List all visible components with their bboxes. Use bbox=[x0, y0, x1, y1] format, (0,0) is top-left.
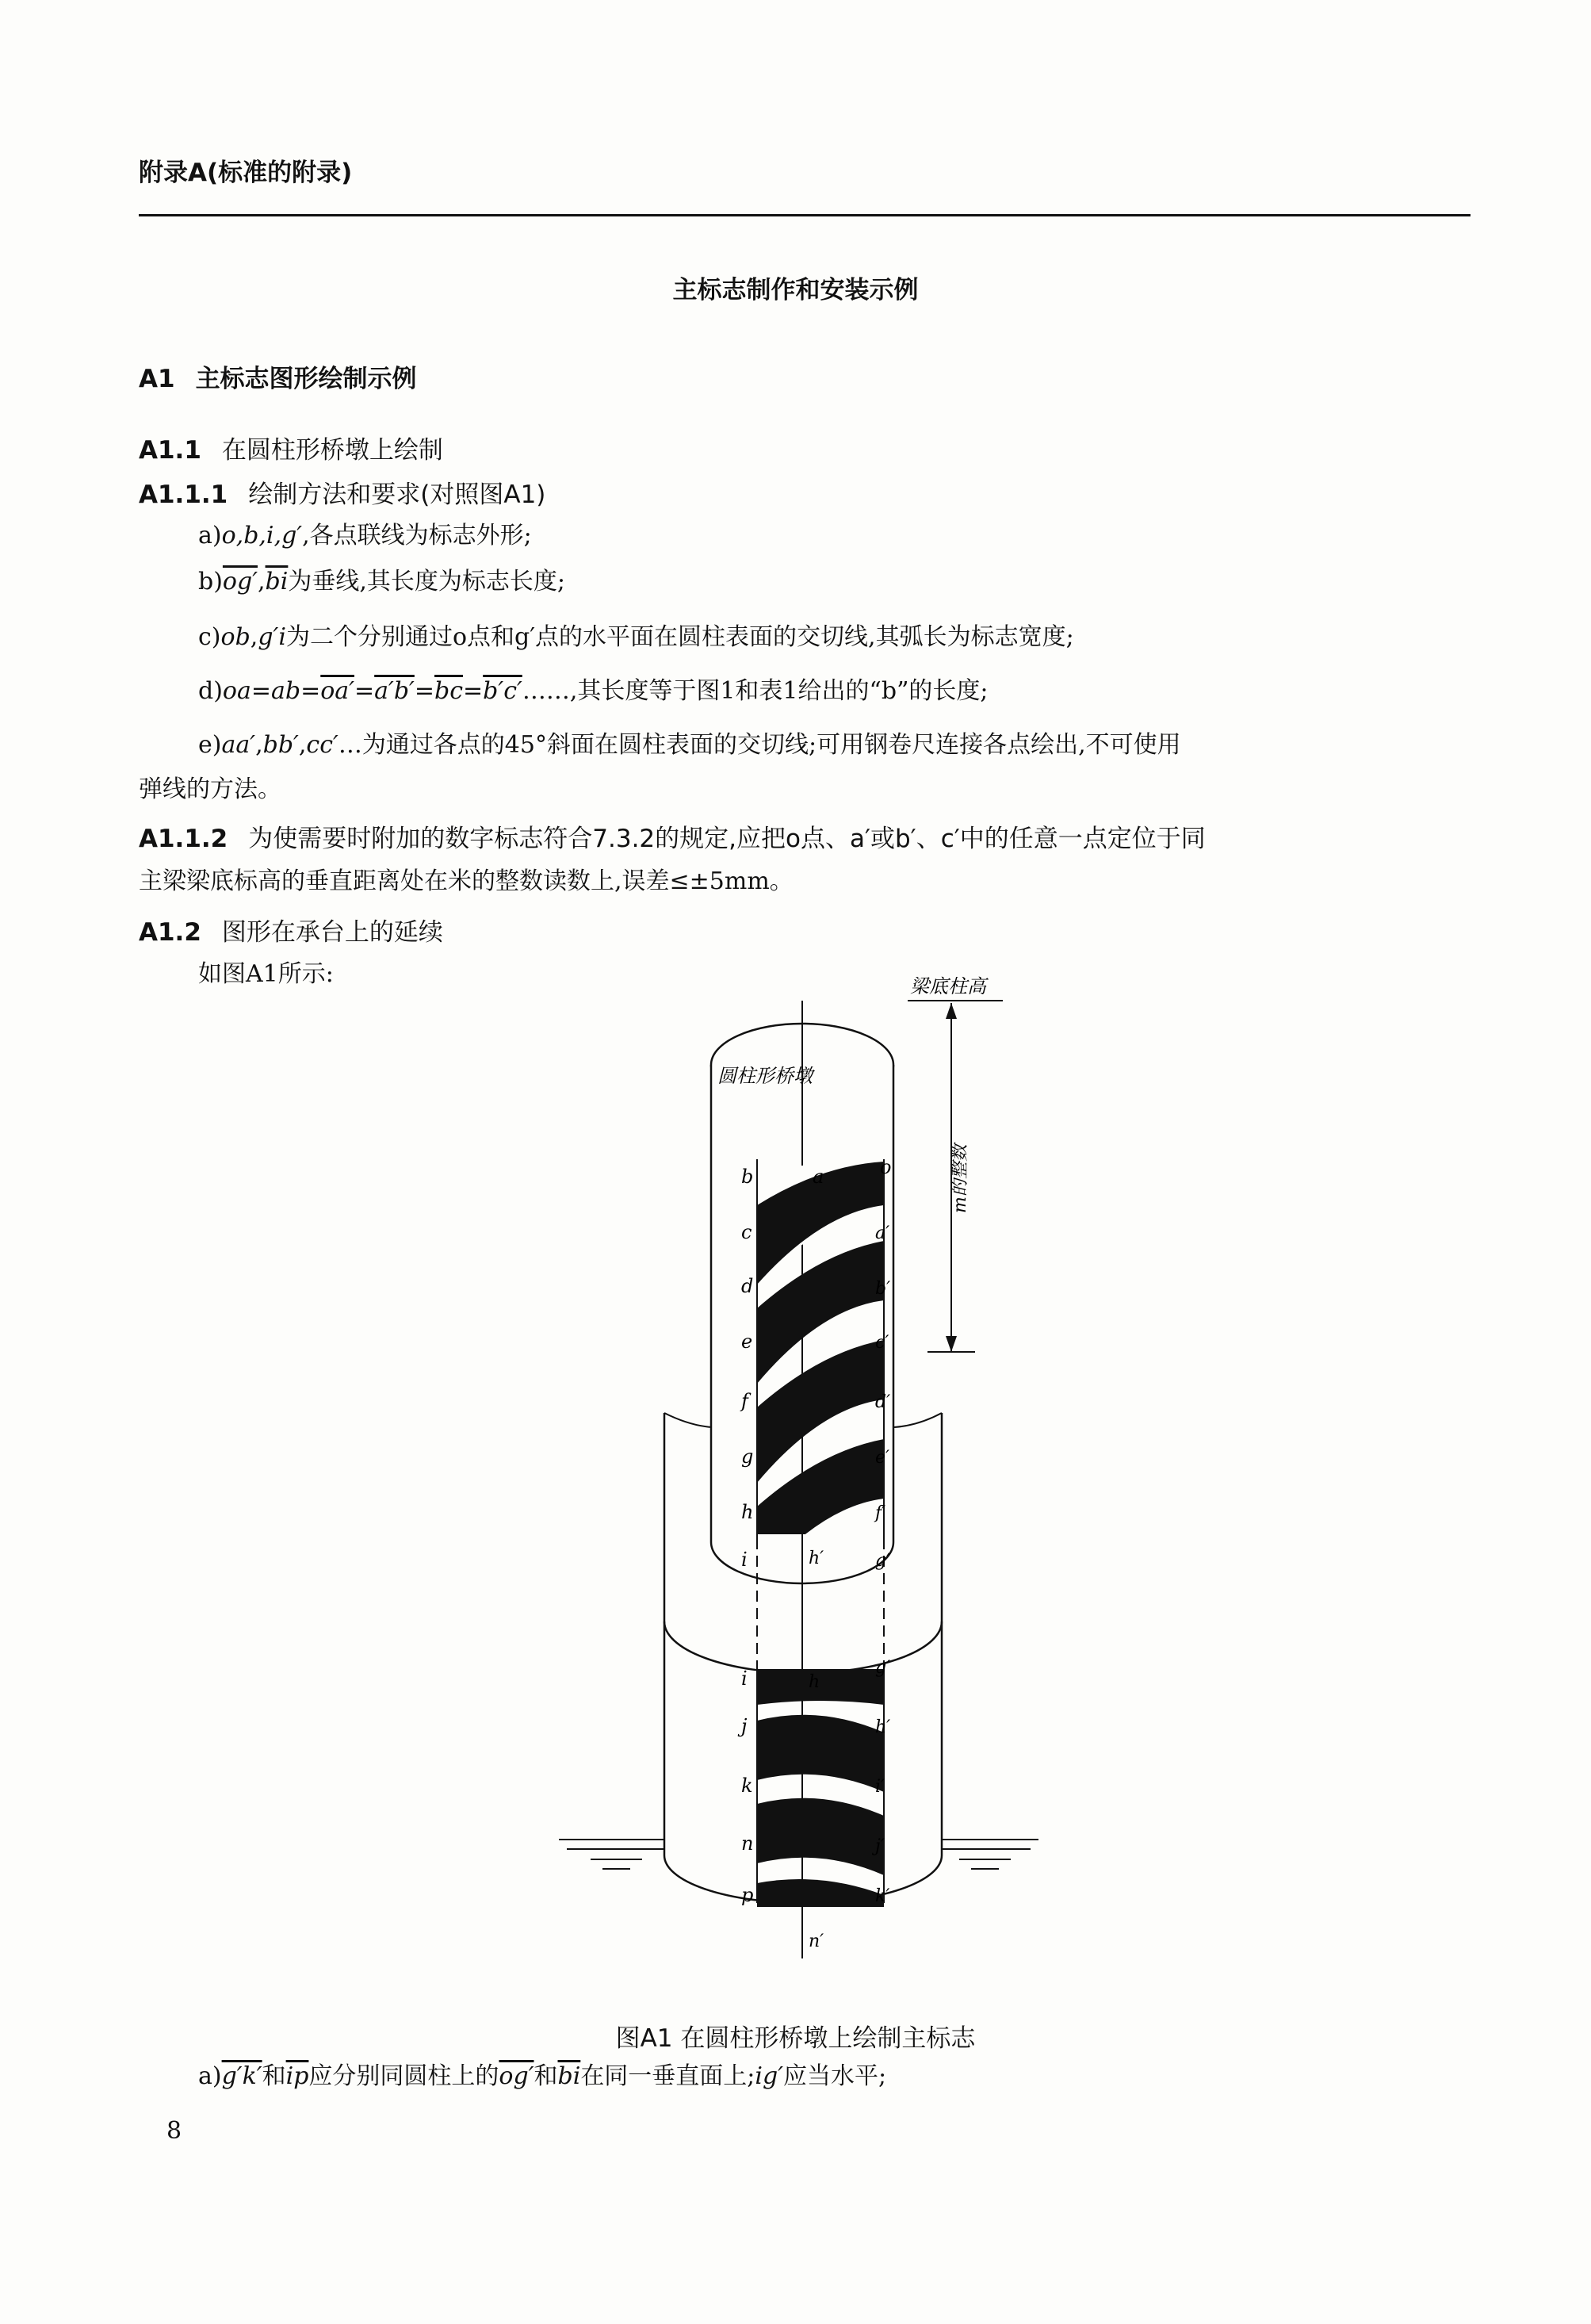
pile-cap-top-left bbox=[664, 1413, 712, 1427]
point-label: a′ bbox=[875, 1223, 890, 1243]
section-title: 主标志图形绘制示例 bbox=[195, 365, 417, 393]
water-level-right bbox=[942, 1840, 1038, 1869]
point-label: k′ bbox=[875, 1886, 890, 1906]
point-label: i′ bbox=[875, 1777, 885, 1797]
point-label: n bbox=[741, 1832, 754, 1855]
page-number: 8 bbox=[166, 2117, 182, 2145]
section-title: 绘制方法和要求(对照图A1) bbox=[248, 480, 546, 509]
points-left-lower bbox=[737, 1667, 753, 1906]
point-label: d′ bbox=[875, 1392, 891, 1412]
point-label: f bbox=[741, 1390, 748, 1412]
section-number: A1.1.2 bbox=[139, 825, 228, 853]
appendix-header: 附录A(标准的附录) bbox=[139, 159, 353, 187]
point-label: i bbox=[741, 1667, 748, 1690]
section-number: A1.2 bbox=[139, 918, 201, 947]
point-label: j′ bbox=[875, 1836, 885, 1856]
item-b: $b)og',\overline{bi}$为垂线,其长度为标志长度; bbox=[198, 568, 566, 595]
item-e-continued: 弹线的方法。 bbox=[139, 775, 281, 803]
point-label: p bbox=[741, 1884, 754, 1906]
lower-stripes bbox=[757, 1669, 884, 1919]
item-e: e)aa′,bb′,cc′…为通过各点的45°斜面在圆柱表面的交切线;可用钢卷尺连接各点绘出,不可使用 bbox=[198, 731, 1181, 759]
section-text: 为使需要时附加的数字标志符合7.3.2的规定,应把o点、a′或b′、c′中的任意一点定位于同 bbox=[248, 825, 1206, 853]
label-m-integer: m的整数 bbox=[950, 1144, 970, 1213]
dim-arrow-bottom bbox=[946, 1336, 957, 1352]
label-pier: 圆柱形桥墩 bbox=[717, 1065, 813, 1087]
item-c: c)ob,g′i为二个分别通过o点和g′点的水平面在圆柱表面的交切线,其弧长为标志宽度; bbox=[198, 623, 1074, 651]
section-title: 在圆柱形桥墩上绘制 bbox=[221, 436, 443, 465]
point-label: b′ bbox=[875, 1279, 891, 1299]
figure-note-a: a)g′k′和$\overline{ip}$应分别同圆柱上的og′和$\overline{bi}$在同一垂直面上;ig′应当水平; bbox=[198, 2062, 887, 2090]
dim-arrow-top bbox=[946, 1003, 957, 1019]
point-label: h′ bbox=[875, 1717, 891, 1737]
section-title: 图形在承台上的延续 bbox=[221, 918, 443, 947]
point-label: c bbox=[741, 1221, 752, 1243]
point-label: e bbox=[741, 1330, 753, 1353]
label-pt-n2: n′ bbox=[809, 1932, 824, 1951]
point-label: e′ bbox=[875, 1448, 890, 1468]
point-label: b bbox=[741, 1166, 754, 1188]
pile-cap-top-right bbox=[894, 1413, 942, 1427]
point-label: h bbox=[741, 1501, 754, 1523]
figure-intro: 如图A1所示: bbox=[198, 960, 334, 988]
item-a: a)o,b,i,g′,各点联线为标志外形; bbox=[198, 522, 532, 549]
point-label: g bbox=[741, 1445, 754, 1468]
page-title: 主标志制作和安装示例 bbox=[672, 276, 919, 304]
point-label: g′ bbox=[875, 1658, 891, 1678]
point-label: o bbox=[880, 1156, 892, 1178]
label-pt-h2: h′ bbox=[809, 1549, 824, 1568]
point-label: g′ bbox=[875, 1551, 891, 1571]
point-label: k bbox=[741, 1775, 753, 1797]
point-label: c′ bbox=[875, 1333, 889, 1353]
label-beam-bottom: 梁底柱高 bbox=[910, 975, 986, 997]
point-label: f′ bbox=[875, 1503, 886, 1523]
label-pt-a: a bbox=[813, 1166, 824, 1188]
label-pt-h: h bbox=[809, 1672, 820, 1692]
section-number: A1.1.1 bbox=[139, 480, 228, 509]
point-label: j bbox=[741, 1715, 748, 1737]
point-label: i bbox=[741, 1549, 748, 1571]
point-label: d bbox=[741, 1275, 754, 1297]
section-number: A1.1 bbox=[139, 436, 201, 465]
section-a1-1-2-continued: 主梁梁底标高的垂直距离处在米的整数读数上,误差≤±5mm。 bbox=[139, 867, 794, 895]
figure-caption: 图A1 在圆柱形桥墩上绘制主标志 bbox=[615, 2024, 976, 2053]
water-level-left bbox=[559, 1840, 664, 1869]
item-d: $d)oa=ab=oa'=a'b'=\overline{bc}=b'c'\dots\dots$,其长度等于图1和表1给出的“b”的长度; bbox=[198, 677, 989, 705]
section-number: A1 bbox=[139, 365, 175, 393]
